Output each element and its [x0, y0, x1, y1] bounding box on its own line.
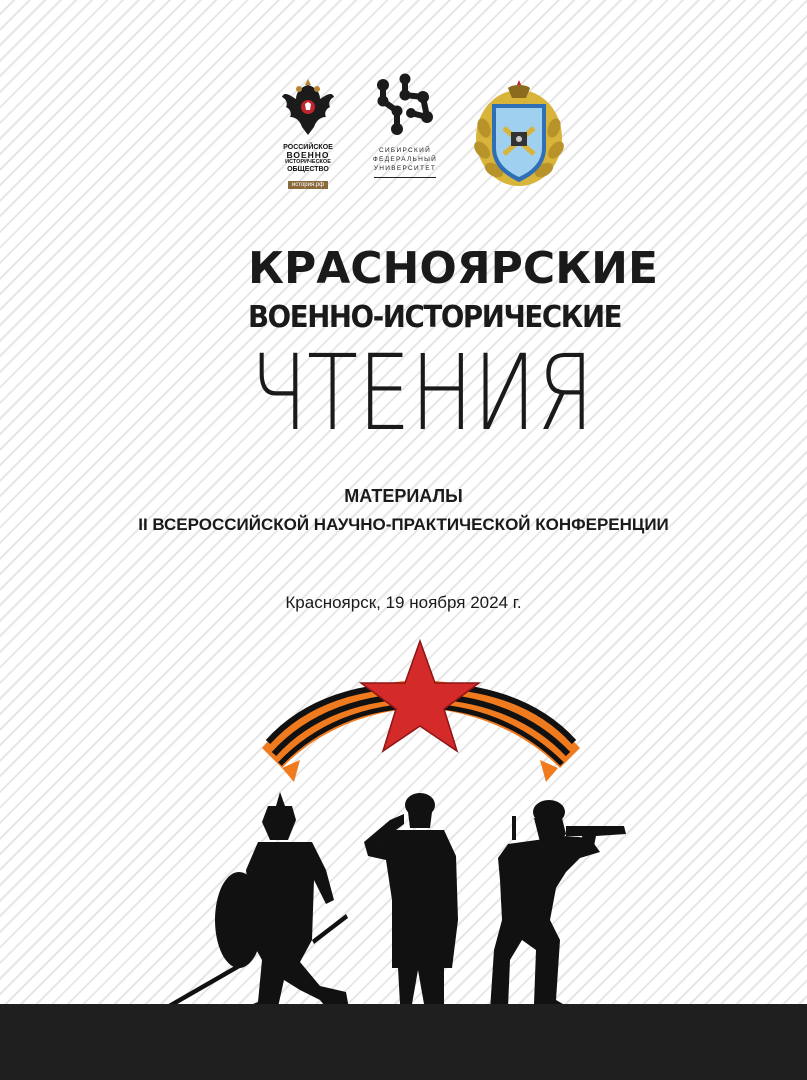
saluting-soldier-silhouette — [364, 793, 458, 1016]
double-headed-eagle-icon — [280, 73, 336, 141]
rvio-name-line2: ВОЕННО — [286, 150, 330, 161]
conference-heading: II ВСЕРОССИЙСКОЙ НАУЧНО-ПРАКТИЧЕСКОЙ КОНФЕРЕНЦИИ — [138, 515, 669, 534]
rvio-name-line1: РОССИЙСКОЕ — [283, 144, 333, 151]
military-emblem-icon — [474, 78, 564, 190]
ancient-warrior-silhouette — [158, 792, 350, 1020]
sfu-name — [370, 147, 440, 173]
modern-soldier-silhouette — [490, 800, 626, 1020]
sfu-logo — [370, 73, 440, 195]
sfu-name-line2: ФЕДЕРАЛЬНЫЙ — [372, 155, 438, 163]
sfu-underline — [374, 177, 436, 178]
rvio-site-badge: история.рф — [288, 181, 328, 189]
title-line3 — [250, 332, 596, 454]
molecule-icon — [373, 73, 437, 141]
rvio-name-line3: ИСТОРИЧЕСКОЕ — [285, 159, 331, 166]
title-line2: ВОЕННО-ИСТОРИЧЕСКИЕ — [248, 300, 622, 335]
memorial-illustration — [0, 630, 807, 1030]
place-date: Красноярск, 19 ноября 2024 г. — [285, 593, 522, 612]
sfu-name-line3: УНИВЕРСИТЕТ — [373, 164, 437, 172]
title-line1: КРАСНОЯРСКИЕ — [248, 243, 659, 294]
rvio-name-line4: ОБЩЕСТВО — [287, 166, 329, 174]
sfu-name-line1: СИБИРСКИЙ — [378, 147, 432, 154]
rvio-logo — [278, 73, 338, 195]
title-line3-text: ЧТЕНИЯ — [250, 332, 594, 454]
red-star-icon — [361, 641, 479, 751]
materials-heading: МАТЕРИАЛЫ — [344, 486, 463, 506]
ground-band — [0, 1004, 807, 1080]
